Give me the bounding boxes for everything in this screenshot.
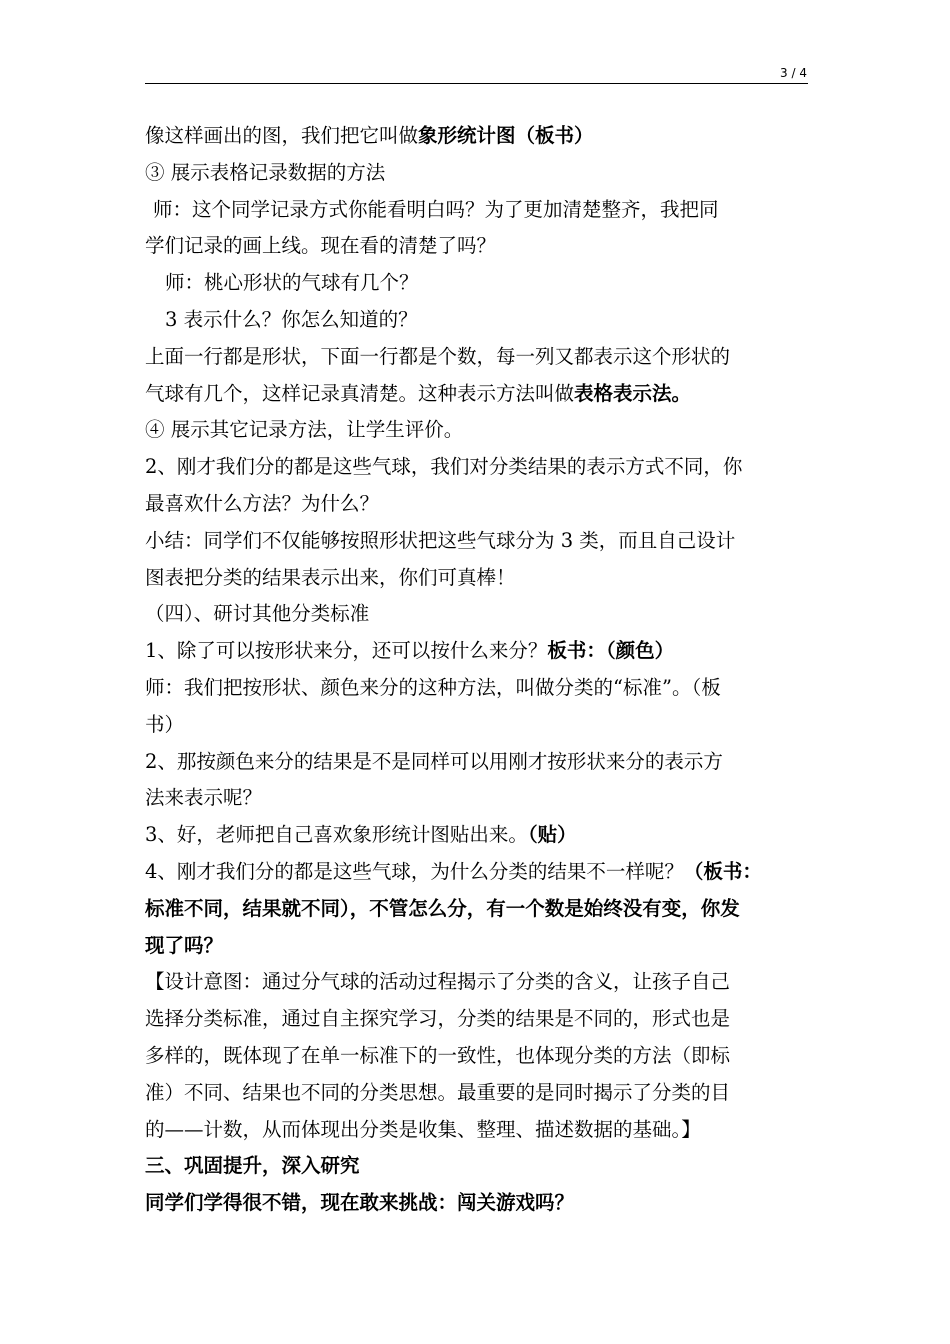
- text-line: [145, 118, 815, 155]
- text-line: [145, 339, 815, 376]
- text-segment: 上面一行都是形状，下面一行都是个数，每一列又都表示这个形状的: [145, 344, 731, 368]
- text-segment: 气球有几个，这样记录真清楚。这种表示方法叫做: [145, 381, 575, 405]
- text-line: [145, 1148, 815, 1185]
- text-segment: （四）、研讨其他分类标准: [145, 602, 370, 626]
- page-number: 3 / 4: [780, 66, 807, 80]
- text-line: [145, 265, 815, 302]
- text-line: [145, 1112, 815, 1149]
- text-line: [145, 1075, 815, 1112]
- text-segment: 1、除了可以按形状来分，还可以按什么来分？: [145, 639, 548, 663]
- bold-text-segment: 三、巩固提升，深入研究: [145, 1154, 360, 1178]
- text-segment: 师：我们把按形状、颜色来分的这种方法，叫做分类的“标准”。（板: [145, 675, 721, 699]
- header-rule: [145, 83, 808, 84]
- bold-text-segment: 标准不同，结果就不同），不管怎么分，有一个数是始终没有变，你发: [145, 896, 740, 920]
- text-line: [145, 192, 815, 229]
- text-line: [145, 964, 815, 1001]
- text-line: [145, 523, 815, 560]
- text-segment: 师：桃心形状的气球有几个？: [165, 271, 419, 295]
- text-line: [145, 449, 815, 486]
- text-segment: 像这样画出的图，我们把它叫做: [145, 124, 419, 147]
- text-segment: 小结：同学们不仅能够按照形状把这些气球分为 3 类，而且自己设计: [145, 528, 736, 552]
- text-line: [145, 155, 815, 192]
- document-body: [145, 118, 815, 1222]
- text-line: [145, 854, 815, 891]
- text-line: [145, 891, 815, 928]
- text-line: [145, 817, 815, 854]
- text-line: [145, 412, 815, 449]
- bold-text-segment: 板书：（颜色）: [547, 639, 675, 663]
- text-segment: ③ 展示表格记录数据的方法: [145, 160, 386, 184]
- text-line: [145, 670, 815, 707]
- bold-text-segment: 同学们学得很不错，现在敢来挑战：闯关游戏吗？: [145, 1191, 575, 1215]
- text-segment: 选择分类标准，通过自主探究学习，分类的结果是不同的，形式也是: [145, 1007, 731, 1031]
- text-segment: 学们记录的画上线。现在看的清楚了吗？: [145, 234, 497, 258]
- text-segment: 【设计意图：通过分气球的活动过程揭示了分类的含义，让孩子自己: [145, 970, 731, 994]
- text-segment: 3、好，老师把自己喜欢象形统计图贴出来。: [145, 823, 528, 847]
- text-line: [145, 928, 815, 965]
- text-segment: 师：这个同学记录方式你能看明白吗？为了更加清楚整齐，我把同: [153, 197, 719, 221]
- text-line: [145, 1185, 815, 1222]
- text-segment: 最喜欢什么方法？为什么？: [145, 491, 380, 515]
- text-line: [145, 302, 815, 339]
- text-line: [145, 780, 815, 817]
- text-segment: 的——计数，从而体现出分类是收集、整理、描述数据的基础。】: [145, 1117, 701, 1141]
- text-segment: ④ 展示其它记录方法，让学生评价。: [145, 418, 464, 442]
- bold-text-segment: 表格表示法。: [574, 381, 692, 405]
- text-line: [145, 596, 815, 633]
- text-segment: 4、刚才我们分的都是这些气球，为什么分类的结果不一样呢？: [145, 859, 684, 883]
- bold-text-segment: （板书：: [683, 859, 762, 883]
- text-segment: 多样的，既体现了在单一标准下的一致性，也体现分类的方法（即标: [145, 1043, 731, 1067]
- text-segment: 3 表示什么？你怎么知道的？: [165, 307, 418, 331]
- text-segment: 书）: [145, 712, 185, 736]
- text-line: [145, 744, 815, 781]
- text-line: [145, 486, 815, 523]
- bold-text-segment: （贴）: [527, 823, 577, 847]
- text-line: [145, 1038, 815, 1075]
- text-line: [145, 376, 815, 413]
- text-segment: 法来表示呢？: [145, 786, 263, 810]
- text-segment: 准）不同、结果也不同的分类思想。最重要的是同时揭示了分类的目: [145, 1080, 731, 1104]
- text-line: [145, 560, 815, 597]
- text-segment: 图表把分类的结果表示出来，你们可真棒！: [145, 565, 516, 589]
- text-line: [145, 1001, 815, 1038]
- bold-text-segment: 象形统计图（板书）: [418, 124, 594, 147]
- text-line: [145, 633, 815, 670]
- bold-text-segment: 现了吗？: [145, 933, 224, 957]
- text-segment: 2、那按颜色来分的结果是不是同样可以用刚才按形状来分的表示方: [145, 749, 723, 773]
- text-segment: 2、刚才我们分的都是这些气球，我们对分类结果的表示方式不同，你: [145, 455, 743, 479]
- text-line: [145, 228, 815, 265]
- text-line: [145, 707, 815, 744]
